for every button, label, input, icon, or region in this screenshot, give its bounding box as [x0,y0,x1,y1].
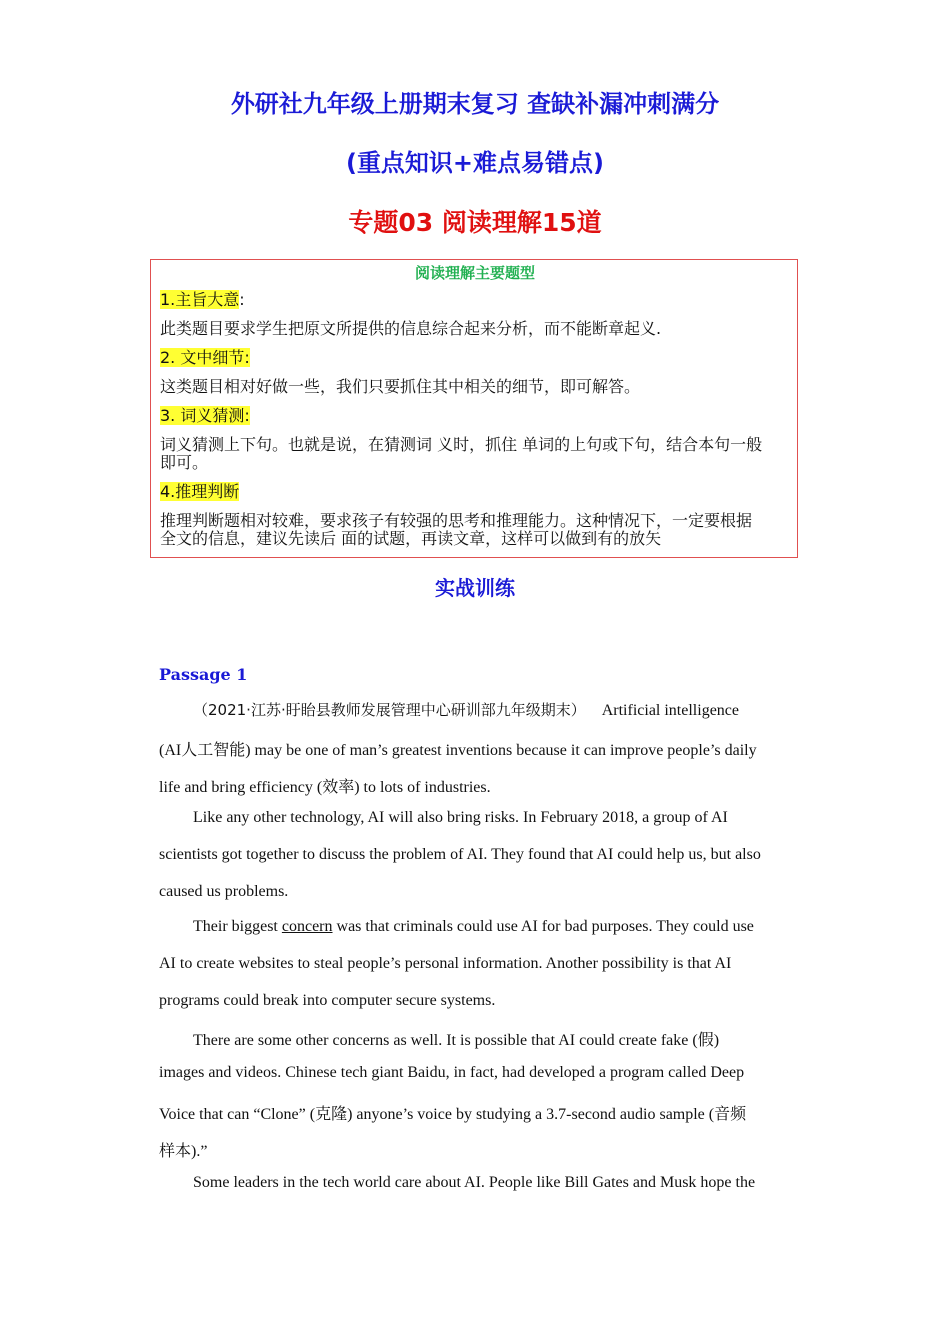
type-desc-word-guess-line1: 词义猜测上下句。也就是说，在猜测词 义时，抓住 单词的上句或下句，结合本句一般 [160,435,763,454]
passage-line: There are some other concerns as well. It is possible that AI could create fake (假) [193,1032,720,1049]
document-title-line1: 外研社九年级上册期末复习 查缺补漏冲刺满分 [230,90,720,118]
topic-title: 专题03 阅读理解15道 [348,208,602,237]
passage-line: Their biggest concern was that criminals could use AI for bad purposes. They could use [193,918,754,935]
passage-line: programs could break into computer secure systems. [159,992,496,1009]
section-title: 实战训练 [435,576,515,600]
passage-line: scientists got together to discuss the problem of AI. They found that AI could help us, but also [159,846,761,863]
type-desc-main-idea: 此类题目要求学生把原文所提供的信息综合起来分析，而不能断章起义. [160,319,662,338]
type-desc-inference-line2: 全文的信息，建议先读后 面的试题，再读文章，这样可以做到有的放矢 [160,529,662,548]
type-label-main-idea: 1.主旨大意: [160,290,245,309]
type-desc-details: 这类题目相对好做一些，我们只要抓住其中相关的细节，即可解答。 [160,377,641,396]
passage-line: caused us problems. [159,883,289,900]
passage-line: (AI人工智能) may be one of man’s greatest inventions because it can improve people’s daily [159,742,757,759]
type-desc-inference-line1: 推理判断题相对较难，要求孩子有较强的思考和推理能力。这种情况下，一定要根据 [160,511,753,530]
type-label-word-guess: 3. 词义猜测: [160,406,250,425]
type-label-details: 2. 文中细节: [160,348,250,367]
box-heading: 阅读理解主要题型 [414,264,535,282]
passage-line: Some leaders in the tech world care about AI. People like Bill Gates and Musk hope the [193,1174,756,1191]
passage-line: AI to create websites to steal people’s personal information. Another possibility is that AI [159,955,732,972]
passage-line: 样本).” [159,1143,208,1160]
passage-line: images and videos. Chinese tech giant Baidu, in fact, had developed a program called Deep [159,1064,745,1081]
underlined-word: concern [281,918,333,935]
passage-line: （2021·江苏·盱眙县教师发展管理中心研训部九年级期末） Artificial intelligence [193,701,739,719]
type-label-inference: 4.推理判断 [160,482,240,501]
question-types-box [150,259,798,558]
type-desc-word-guess-line2: 即可。 [160,453,209,472]
passage-label: Passage 1 [159,665,248,684]
passage-line: Voice that can “Clone” (克隆) anyone’s voice by studying a 3.7-second audio sample (音频 [159,1106,747,1123]
document-title-line2: (重点知识+难点易错点) [345,149,605,177]
passage-line: life and bring efficiency (效率) to lots of industries. [159,779,491,796]
passage-line: Like any other technology, AI will also bring risks. In February 2018, a group of AI [193,809,728,826]
